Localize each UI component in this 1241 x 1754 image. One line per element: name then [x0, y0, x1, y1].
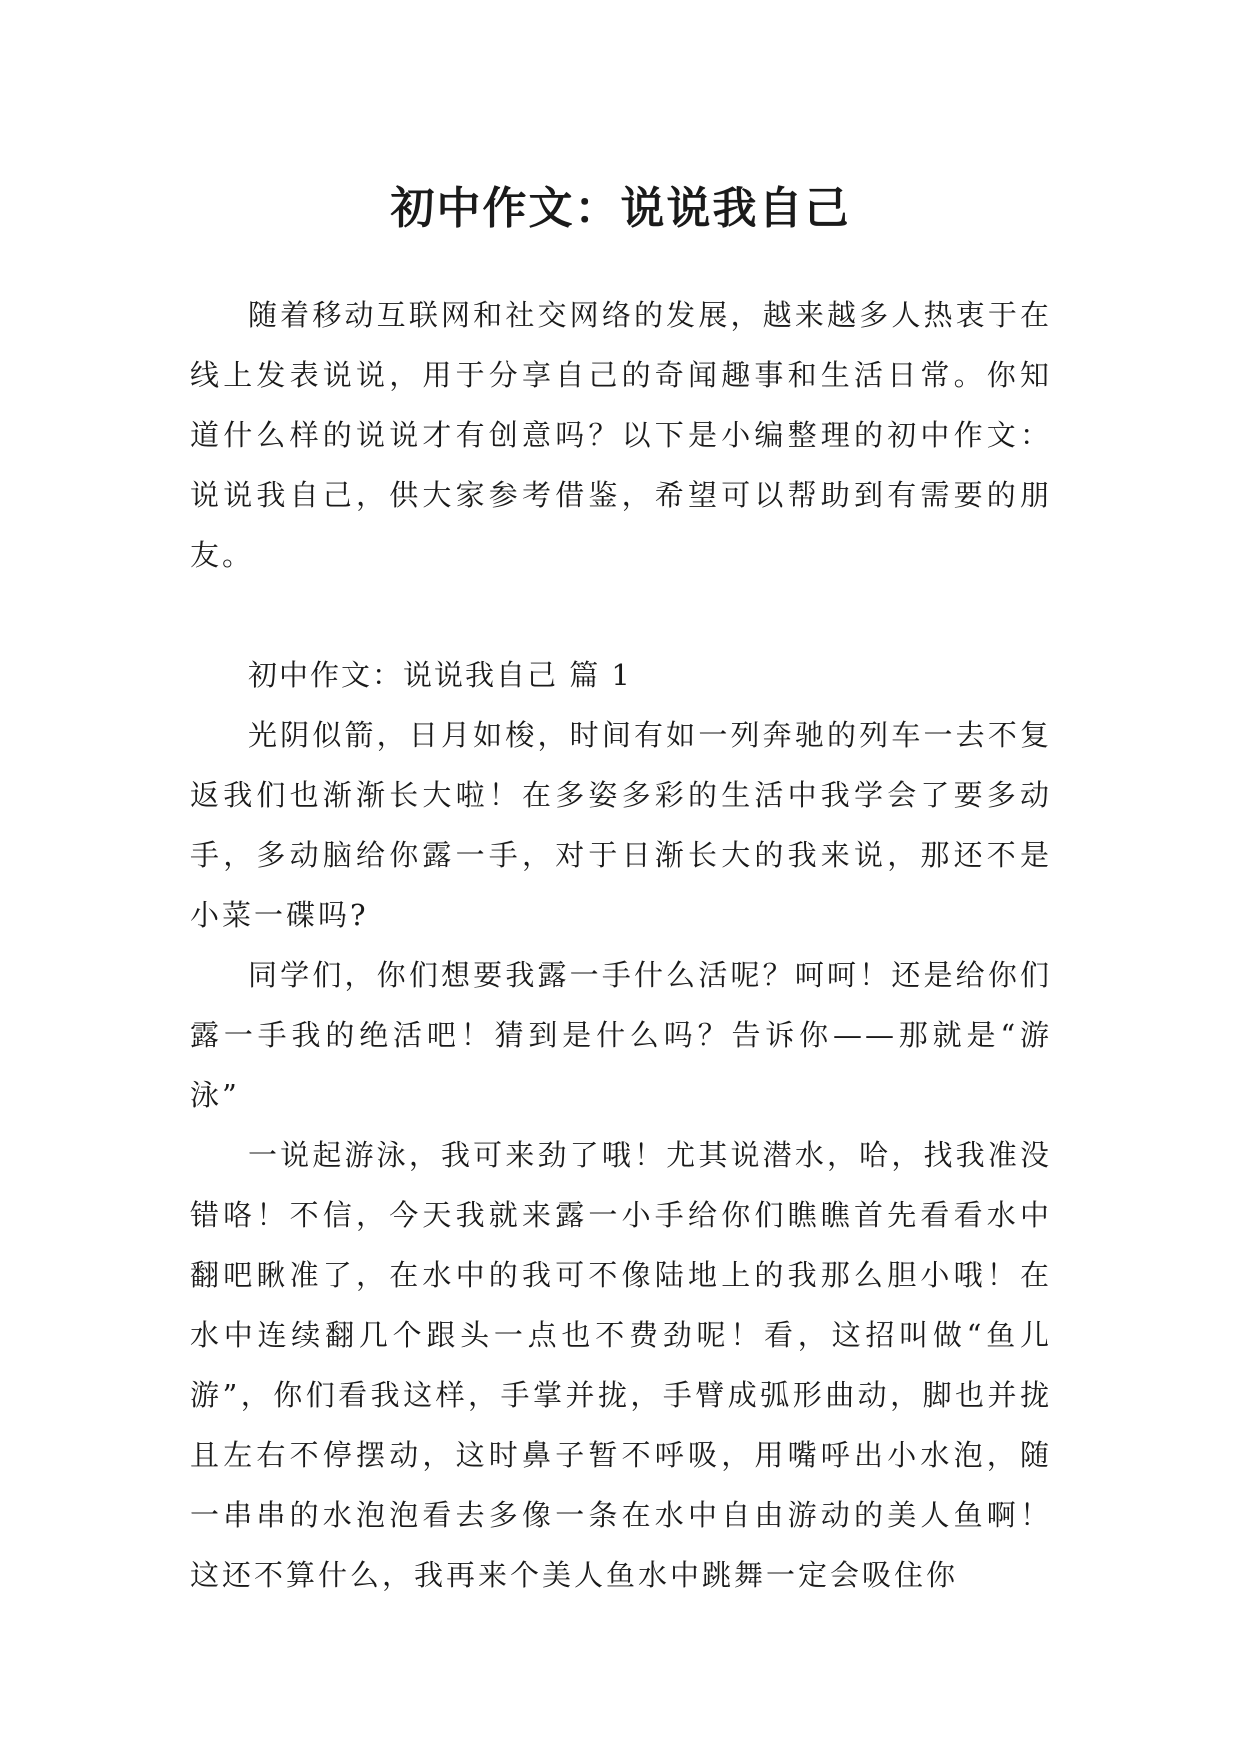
intro-paragraph: 随着移动互联网和社交网络的发展，越来越多人热衷于在线上发表说说，用于分享自己的奇闻趣事和生活日常。你知道什么样的说说才有创意吗？以下是小编整理的初中作文：说说我自己，供大家参考借鉴，希望可以帮助到有需要的朋友。 [190, 298, 1052, 572]
document-title: 初中作文：说说我自己 [390, 183, 851, 235]
body-paragraph-1: 光阴似箭，日月如梭，时间有如一列奔驰的列车一去不复返我们也渐渐长大啦！在多姿多彩的生活中我学会了要多动手，多动脑给你露一手，对于日渐长大的我来说，那还不是小菜一碟吗? [190, 718, 1052, 932]
body-paragraph-2: 同学们，你们想要我露一手什么活呢？呵呵！还是给你们露一手我的绝活吧！猜到是什么吗？告诉你——那就是“游泳” [190, 958, 1052, 1112]
document-body [190, 285, 1052, 1605]
section-heading: 初中作文：说说我自己 篇 1 [248, 658, 632, 692]
body-paragraph-3: 一说起游泳，我可来劲了哦！尤其说潜水，哈，找我准没错咯！不信，今天我就来露一小手给你们瞧瞧首先看看水中翻吧瞅准了，在水中的我可不像陆地上的我那么胆小哦！在水中连续翻几个跟头一点也不费劲呢！看，这招叫做“鱼儿游”，你们看我这样，手掌并拢，手臂成弧形曲动，脚也并拢且左右不停摆动，这时鼻子暂不呼吸，用嘴呼出小水泡，随一串串的水泡泡看去多像一条在水中自由游动的美人鱼啊！这还不算什么，我再来个美人鱼水中跳舞一定会吸住你 [190, 1138, 1052, 1592]
